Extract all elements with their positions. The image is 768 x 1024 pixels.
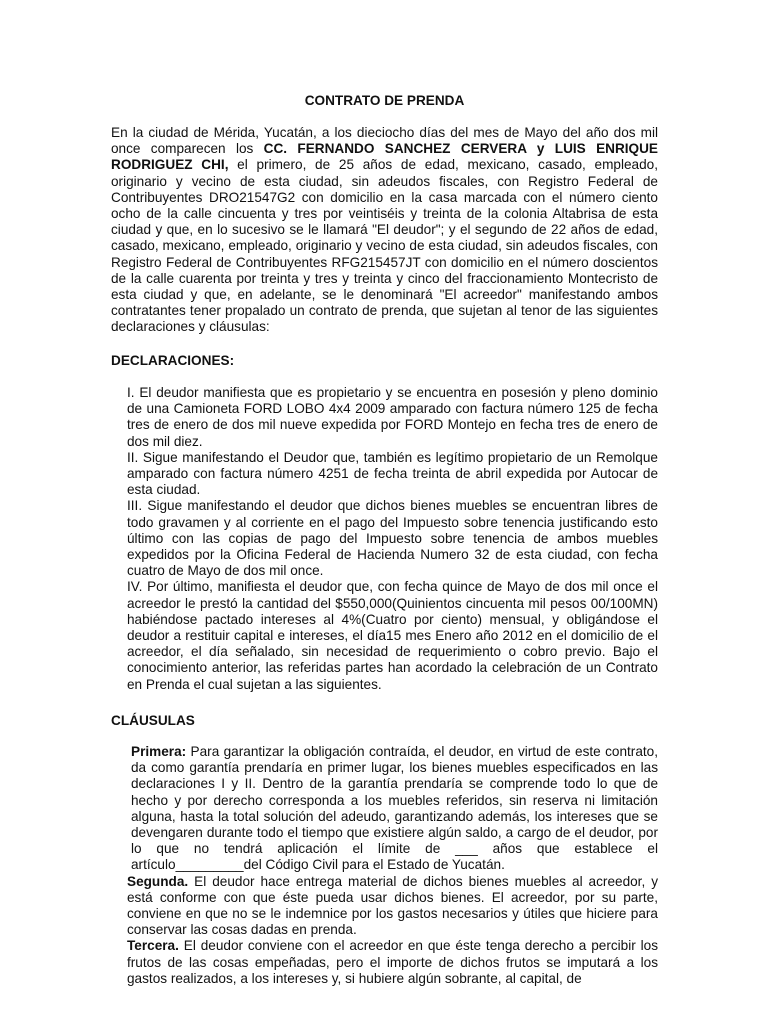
clausula-primera xyxy=(111,744,658,874)
declaracion-item-1: I. El deudor manifiesta que es propietario y se encuentra en posesión y pleno dominio de una Camioneta FORD LOBO 4x4 2009 amparado con factura número 125 de fecha tres de enero de dos mil nueve expedida por FORD Montejo en fecha tres de enero de dos mil diez. xyxy=(127,385,658,449)
clausulas-list xyxy=(111,744,658,987)
clausula-label: Primera: xyxy=(131,744,187,759)
declaracion-item-2: II. Sigue manifestando el Deudor que, también es legítimo propietario de un Remolque amparado con factura número 4251 de fecha treinta de abril expedida por Autocar de esta ciudad. xyxy=(127,449,658,498)
intro-paragraph xyxy=(111,125,658,336)
clausula-label: Tercera. xyxy=(127,938,179,954)
declaraciones-list xyxy=(111,385,658,693)
party-names: CC. FERNANDO SANCHEZ CERVERA y LUIS ENRIQUE RODRIGUEZ CHI, xyxy=(111,141,658,173)
clausula-tercera xyxy=(111,938,658,987)
clausula-segunda xyxy=(111,874,658,939)
clausula-text: El deudor hace entrega material de dichos bienes muebles al acreedor, y está conforme con que éste pueda usar dichos bienes. El acreedor, por su parte, conviene en que no se le indemnice por los gastos necesarios y útiles que hiciere para conservar las cosas dadas en prenda. xyxy=(127,873,658,938)
declaracion-item-4: IV. Por último, manifiesta el deudor que, con fecha quince de Mayo de dos mil once el acreedor le prestó la cantidad del $550,000(Quinientos cincuenta mil pesos 00/100MN) habiéndose pactado intereses al 4%(Cuatro por ciento) mensual, y obligándose el deudor a restituir capital e intereses, el día15 mes Enero año 2012 en el domicilio de el acreedor, el día señalado, sin necesidad de requerimiento o cobro previo. Bajo el conocimiento anterior, las referidas partes han acordado la celebración de un Contrato en Prenda el cual sujetan a las siguientes. xyxy=(127,579,658,692)
document-title: CONTRATO DE PRENDA xyxy=(304,93,465,108)
declaraciones-heading: DECLARACIONES: xyxy=(111,353,235,368)
clausula-text: Para garantizar la obligación contraída, el deudor, en virtud de este contrato, da como garantía prendaría en primer lugar, los bienes muebles especificados en las declaraciones I y II. Dentro de la garantía prendaría se comprende todo lo que de hecho y por derecho corresponda a los muebles referidos, sin reserva ni limitación alguna, hasta la total solución del adeudo, garantizando además, los intereses que se devengaren durante todo el tiempo que existiere algún saldo, a cargo de el deudor, por lo que no tendrá aplicación el límite de ___ años que establece el artículo_________del Código Civil para el Estado de Yucatán. xyxy=(131,744,658,873)
clausula-label: Segunda. xyxy=(127,873,189,889)
clausulas-heading: CLÁUSULAS xyxy=(111,713,195,728)
intro-text-start: En la ciudad de Mérida, Yucatán, a los dieciocho días del mes de Mayo del año dos mil once comparecen los xyxy=(111,125,658,157)
intro-text-rest: el primero, de 25 años de edad, mexicano, casado, empleado, originario y vecino de esta ciudad, sin adeudos fiscales, con Registro Federal de Contribuyentes DRO21547G2 con domicilio en la casa marcada con el número ciento ocho de la calle cincuenta y tres por veintiséis y treinta de la colonia Altabrisa de esta ciudad y que, en lo sucesivo se le llamará "El deudor"; y el segundo de 22 años de edad, casado, mexicano, empleado, originario y vecino de esta ciudad, sin adeudos fiscales, con Registro Federal de Contribuyentes RFG215457JT con domicilio en el número doscientos de la calle cuarenta por treinta y tres y treinta y cinco del fraccionamiento Montecristo de esta ciudad y que, en adelante, se le denominará "El acreedor" manifestando ambos contratantes tener propalado un contrato de prenda, que sujetan al tenor de las siguientes declaraciones y cláusulas: xyxy=(111,157,658,335)
declaracion-item-3: III. Sigue manifestando el deudor que dichos bienes muebles se encuentran libres de todo gravamen y al corriente en el pago del Impuesto sobre tenencia justificando esto último con las copias de pago del Impuesto sobre tenencia de ambos muebles expedidos por la Oficina Federal de Hacienda Numero 32 de esta ciudad, con fecha cuatro de Mayo de dos mil once. xyxy=(127,498,658,579)
clausula-text: El deudor conviene con el acreedor en que éste tenga derecho a percibir los frutos de las cosas empeñadas, pero el importe de dichos frutos se imputará a los gastos realizados, a los intereses y, si hubiere algún sobrante, al capital, de xyxy=(127,938,658,986)
